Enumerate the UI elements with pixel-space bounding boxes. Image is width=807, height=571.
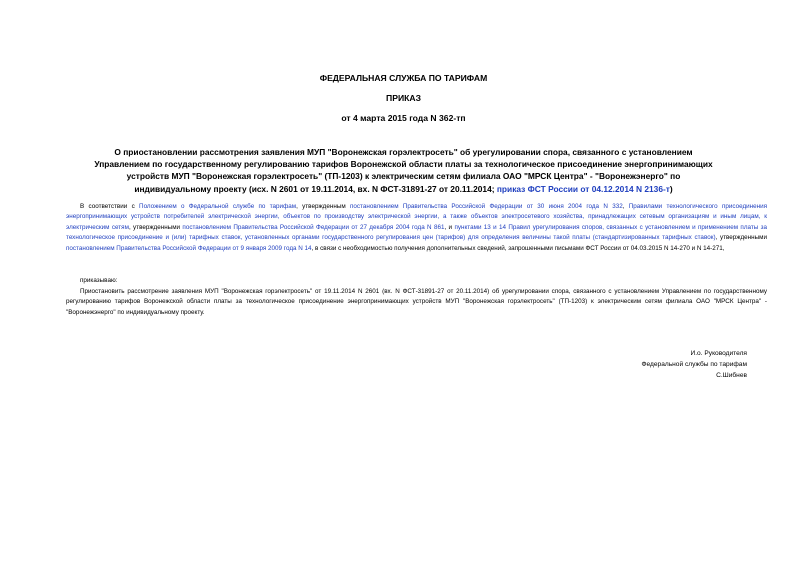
link-resolution-332[interactable]: постановлением Правительства Российской Федерации от 30 июня 2004 года N 332: [349, 203, 623, 210]
title-close: ): [669, 183, 673, 194]
link-connection-rules[interactable]: Правилами технологического присоединения энергопринимающих устройств потребителей электрической энергии, объектов по производству электрической энергии, а также объектов электросетевого хозяйства, принадлежащих сетевым организациям и иным лицам, к электрическим сетям: [66, 203, 768, 231]
doc-title: [88, 146, 719, 195]
title-link[interactable]: приказ ФСТ России от 04.12.2014 N 2136-т: [496, 183, 670, 194]
preamble-text: , утвержденным: [296, 203, 346, 210]
signature-position: И.о. Руководителя: [690, 350, 747, 357]
preamble-text: , в связи с необходимостью получения дополнительных сведений, запрошенными письмами ФСТ России от 04.03.2015 N 14-270 и N 14-271,: [311, 244, 725, 252]
preamble-paragraph: [66, 202, 767, 254]
preamble-text: , утвержденными: [715, 234, 767, 242]
doc-date-number: от 4 марта 2015 года N 362-тп: [341, 113, 466, 123]
signature-name: С.Шибнев: [716, 372, 747, 379]
preamble-text: В соответствии с: [80, 203, 135, 210]
signature-block: [642, 348, 748, 381]
title-text: О приостановлении рассмотрения заявления МУП "Воронежская горэлектросеть" об урегулировании спора, связанного с установлением Управлением по государственному регулированию тарифов Воронежской области платы за технологическое присоединение энергопринимающих устройств МУП "Воронежская горэлектросеть" (ТП-1203) к электрическим сетям филиала ОАО "МРСК Центра" - "Воронежэнерго" по индивидуальному проекту (исх. N 2601 от 19.11.2014, вх. N ФСТ-31891-27 от 20.11.2014;: [94, 147, 713, 194]
order-text: Приостановить рассмотрение заявления МУП "Воронежская горэлектросеть" от 19.11.2014 N 2601 (вх. N ФСТ-31891-27 от 20.11.2014) об урегулировании спора, связанного с установлением Управлением по государственному регулированию тарифов Воронежской области платы за технологическое присоединение энергопринимающих устройств МУП "Воронежская горэлектросеть" (ТП-1203) к электрическим сетям филиала ОАО "МРСК Центра" - "Воронежэнерго" по индивидуальному проекту.: [66, 288, 767, 316]
link-dispute-rules[interactable]: пунктами 13 и 14 Правил урегулирования споров, связанных с установлением и применением платы за технологическое присоединение и (или) тарифных ставок, установленных органами государственного регулирования цен (тарифов) для определения величины такой платы (стандартизированных тарифных ставок): [66, 223, 768, 242]
order-word: приказываю:: [80, 277, 118, 284]
agency-name: ФЕДЕРАЛЬНАЯ СЛУЖБА ПО ТАРИФАМ: [319, 73, 488, 83]
link-fst-regulation[interactable]: Положением о Федеральной службе по тарифам: [139, 203, 297, 210]
link-resolution-14[interactable]: постановлением Правительства Российской Федерации от 9 января 2009 года N 14: [66, 244, 312, 252]
preamble-text: , и: [444, 223, 453, 231]
preamble-text: , утвержденными: [128, 223, 181, 231]
link-resolution-861[interactable]: постановлением Правительства Российской Федерации от 27 декабря 2004 года N 861: [182, 223, 445, 231]
doc-type: ПРИКАЗ: [386, 93, 421, 103]
signature-agency: Федеральной службы по тарифам: [641, 361, 747, 368]
preamble-text: ,: [622, 203, 625, 210]
